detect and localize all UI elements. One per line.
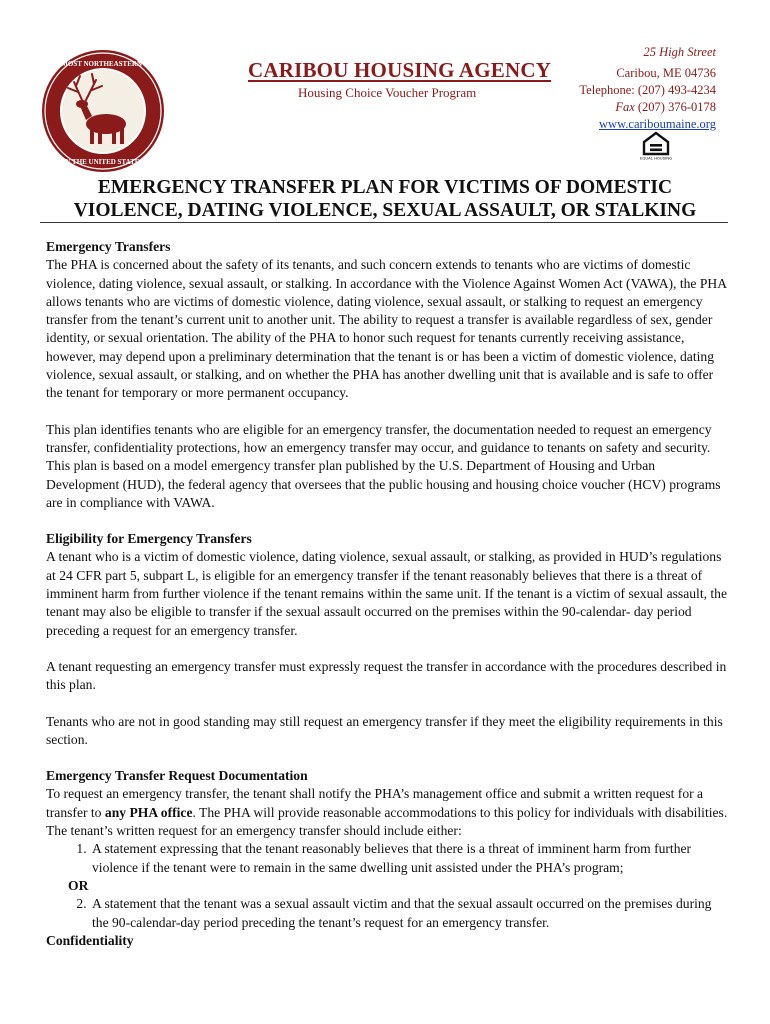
letterhead [0,0,770,170]
telephone: Telephone: (207) 493-4234 [579,83,716,97]
paragraph: A tenant who is a victim of domestic violence, dating violence, sexual assault, or stalking, as provided in HUD’s regulations at 24 CFR part 5, subpart L, is eligible for an emergency transfer if the tenant reasonably believes that there is a threat of imminent harm from further violence if the tenant remains within the same unit. If the tenant is a victim of sexual assault, the tenant may also be eligible to transfer if the sexual assault occurred on the premises within the 90-calendar- day period preceding a request for an emergency transfer. [46,549,728,638]
fax [579,99,716,116]
city-state-zip: Caribou, ME 04736 [616,66,716,80]
paragraph: Tenants who are not in good standing may still request an emergency transfer if they meet the eligibility requirements in this section. [46,713,723,747]
fax-number: (207) 376-0178 [634,100,716,114]
eho-text: EQUAL HOUSING [639,155,673,160]
list-item: 2. A statement that the tenant was a sexual assault victim and that the sexual assault occurred on the premises during the 90-calendar-day period preceding the tenant’s request for an emergency transfer. [90,895,730,932]
svg-text:IN THE UNITED STATES: IN THE UNITED STATES [62,158,144,166]
section-heading: Eligibility for Emergency Transfers [46,531,252,547]
paragraph: The PHA is concerned about the safety of its tenants, and such concern extends to tenants who are victims of domestic violence, dating violence, sexual assault, or stalking. In accordance with the Violence Against Women Act (VAWA), the PHA allows tenants who are victims of domestic violence, dating violence, sexual assault, or stalking to request an emergency transfer from the tenant’s current unit to another unit. The ability to request a transfer is available regardless of sex, gender identity, or sexual orientation. The ability of the PHA to honor such request for tenants currently receiving assistance, however, may depend upon a preliminary determination that the tenant is or has been a victim of domestic violence, dating violence, sexual assault, or stalking, and on whether the PHA has another dwelling unit that is available and is safe to offer the tenant for temporary or more permanent occupancy. [46,257,727,401]
program-name: Housing Choice Voucher Program [298,85,477,100]
numbered-list [46,895,730,932]
section-heading: Confidentiality [46,932,134,948]
seal-text: THE MOST NORTHEASTERN CITY [44,60,162,68]
equal-housing-icon [639,130,673,160]
city-seal-logo [40,48,166,174]
fax-label: Fax [615,100,635,114]
title-divider [40,222,728,223]
contact-block [579,44,716,133]
paragraph: This plan identifies tenants who are eligible for an emergency transfer, the documentation needed to request an emergency transfer, confidentiality protections, how an emergency transfer may occur, and guidance to tenants on safety and security. This plan is based on a model emergency transfer plan published by the U.S. Department of Housing and Urban Development (HUD), the federal agency that oversees that the public housing and housing choice voucher (HCV) programs are in compliance with VAWA. [46,421,721,510]
numbered-list [46,840,730,877]
agency-name: CARIBOU HOUSING AGENCY [248,58,552,82]
or-label: OR [68,877,89,893]
paragraph: To request an emergency transfer, the tenant shall notify the PHA’s management office and submit a written request for a transfer to any PHA office. The PHA will provide reasonable accommodations to this policy for individuals with disabilities. The tenant’s written request for an emergency transfer should include either: [46,786,728,839]
section-heading: Emergency Transfer Request Documentation [46,768,308,784]
website-link[interactable]: www.cariboumaine.org [599,117,716,131]
document-body [46,238,730,950]
list-item: 1. A statement expressing that the tenant reasonably believes that there is a threat of imminent harm from further violence if the tenant were to remain in the same dwelling unit assisted under the PHA’s program; [90,840,730,877]
section-heading: Emergency Transfers [46,239,171,254]
street-address: 25 High Street [643,45,716,59]
paragraph: A tenant requesting an emergency transfer must expressly request the transfer in accordance with the procedures described in this plan. [46,658,727,693]
document-title: EMERGENCY TRANSFER PLAN FOR VICTIMS OF DOMESTIC VIOLENCE, DATING VIOLENCE, SEXUAL ASSAULT, OR STALKING [73,177,697,221]
emphasis: any PHA office [104,804,193,820]
